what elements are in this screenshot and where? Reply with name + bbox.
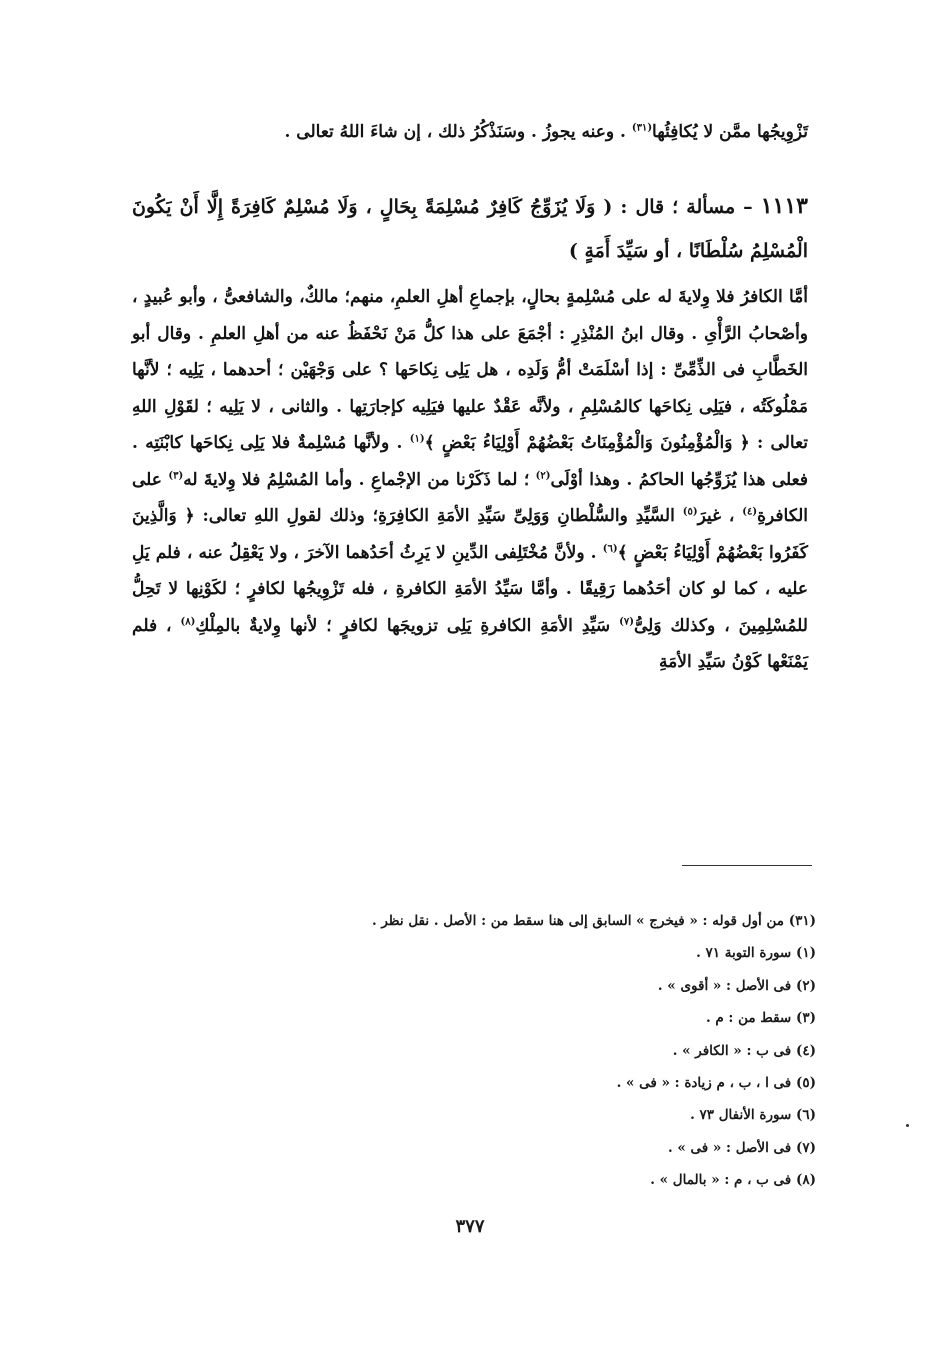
body-text-3: ؛ لما ذَكَرْنا من الإجْماعِ . وأما المُسْلِمُ فلا وِلايةَ له — [183, 469, 536, 490]
footnote-ref-4: (٤) — [742, 506, 758, 518]
footnotes — [200, 905, 816, 1197]
footnote-ref-3: (٣) — [168, 469, 184, 481]
issue-number: ١١١٣ — [760, 193, 808, 219]
footnote-ref-7: (٧) — [619, 615, 634, 627]
scan-speck — [906, 1124, 909, 1127]
footnote-separator — [682, 865, 812, 866]
intro-tail: . وعنه يجوزُ . وسَنَذْكُرُ ذلك ، إن شاءَ اللهُ تعالى . — [284, 122, 632, 142]
footnote-ref-1: (١) — [409, 433, 425, 445]
footnote-6: (٦) سورة الأنفال ٧٣ . — [690, 1107, 816, 1124]
body-text-1: أمَّا الكافرُ فلا وِلايةَ له على مُسْلِمةٍ بحالٍ، بإجماعِ أهلِ العلمِ، منهم؛ مالكٌ، والشافعىُّ ، وأبو عُبيدٍ ، وأصْحابُ الرَّأْىِ . وقال ابنُ المُنْذِرِ : أجْمَعَ على هذا كلُّ مَنْ نَحْفَظُ عنه من أهلِ العلمِ . وقال أبو الخَطَّابِ فى الذِّمِّىِّ : إذا أسْلَمَتْ أمُّ وَلَدِه ، هل يَلِى نِكاحَها ؟ على وَجْهَيْن ؛ أحدهما ، يَلِيه ؛ لأنَّها مَمْلُوكَتُه ، فيَلِى نِكاحَها كالمُسْلِمِ ، ولأنَّه عَقْدٌ عليها فيَلِيه كإجارَتِها . والثانى ، لا يَلِيه ؛ لقَوْلِ اللهِ تعالى : ﴿ وَالْمُؤْمِنُونَ وَالْمُؤْمِنَاتُ بَعْضُهُمْ أَوْلِيَاءُ بَعْضٍ ﴾ — [132, 287, 808, 453]
page-number: ٣٧٧ — [455, 1216, 485, 1237]
body-text-7: . ولأنَّ مُخْتَلِفى الدِّينِ لا يَرِثُ أحَدُهما الآخرَ ، ولا يَعْقِلُ عنه ، فلم يَلِ عليه ، كما لو كان أحَدُهما رَقِيقًا . وأمَّا سَيِّدُ الأمَةِ الكافرةِ ، فله تَزْوِيجُها لكافرٍ ؛ لكَوْنِها لا تَحِلُّ للمُسْلِمِينَ ، وكذلك وَلِىُّ — [132, 542, 808, 636]
footnote-ref-2: (٢) — [535, 469, 551, 481]
footnote-1: (١) سورة التوبة ٧١ . — [696, 945, 816, 962]
issue-lead: – مسألة ؛ قال : — [612, 196, 761, 218]
footnote-ref-31: (٣١) — [631, 122, 653, 134]
body-text-5: ، غيرَ — [697, 506, 743, 526]
footnote-3: (٣) سقط من : م . — [705, 1010, 816, 1027]
body-text-9: ، فلم يَمْنَعْها كَوْنُ سَيِّدِ الأمَةِ — [132, 615, 808, 672]
footnote-2: (٢) فى الأصل : « أقوى » . — [657, 977, 816, 994]
footnote-7: (٧) فى الأصل : « فى » . — [667, 1139, 816, 1156]
footnote-4: (٤) فى ب : « الكافر » . — [672, 1042, 816, 1059]
body-text-4: على الكافرةِ — [132, 469, 808, 526]
footnote-8: (٨) فى ب ، م : « بالمال » . — [650, 1172, 816, 1189]
body-text-8: سَيِّدِ الأمَةِ الكافرةِ يَلِى تزويجَها لكافرٍ ؛ لأنها وِلايةٌ بالمِلْكِ — [195, 615, 620, 636]
intro-text: تَزْوِيجُها ممَّن لا يُكافِئُها — [652, 122, 808, 142]
body-text-6: السَّيِّدِ والسُّلْطانِ وَوَلِىِّ سَيِّدِ الأمَةِ الكافِرَةِ؛ وذلك لقولِ اللهِ تعالى: ﴿ وَالَّذِينَ كَفَرُوا بَعْضُهُمْ أَوْلِيَاءُ بَعْضٍ ﴾ — [132, 506, 808, 563]
footnote-5: (٥) فى ا ، ب ، م زيادة : « فى » . — [616, 1075, 816, 1092]
body-text-2: . ولأنَّها مُسْلِمةٌ فلا يَلِى نِكاحَها كابْنَتِه . فعلى هذا يُزَوِّجُها الحاكمُ . وهذا أوْلَى — [132, 433, 809, 490]
footnote-ref-8: (٨) — [180, 615, 196, 627]
body-paragraph — [132, 279, 808, 681]
footnote-ref-5: (٥) — [682, 506, 698, 518]
footnote-ref-6: (٦) — [602, 542, 618, 554]
issue-text: ( وَلَا يُزَوِّجُ كَافِرٌ مُسْلِمَةً بِحَالٍ ، وَلَا مُسْلِمٌ كَافِرَةً إِلَّا أَنْ يَكُونَ الْمُسْلِمُ سُلْطَانًا ، أو سَيِّدَ أَمَةٍ ) — [132, 196, 808, 262]
footnote-31: (٣١) من أول قوله : « فيخرج » السابق إلى هنا سقط من : الأصل . نقل نظر . — [371, 913, 816, 929]
intro-line — [132, 112, 808, 152]
issue-heading — [132, 184, 808, 273]
